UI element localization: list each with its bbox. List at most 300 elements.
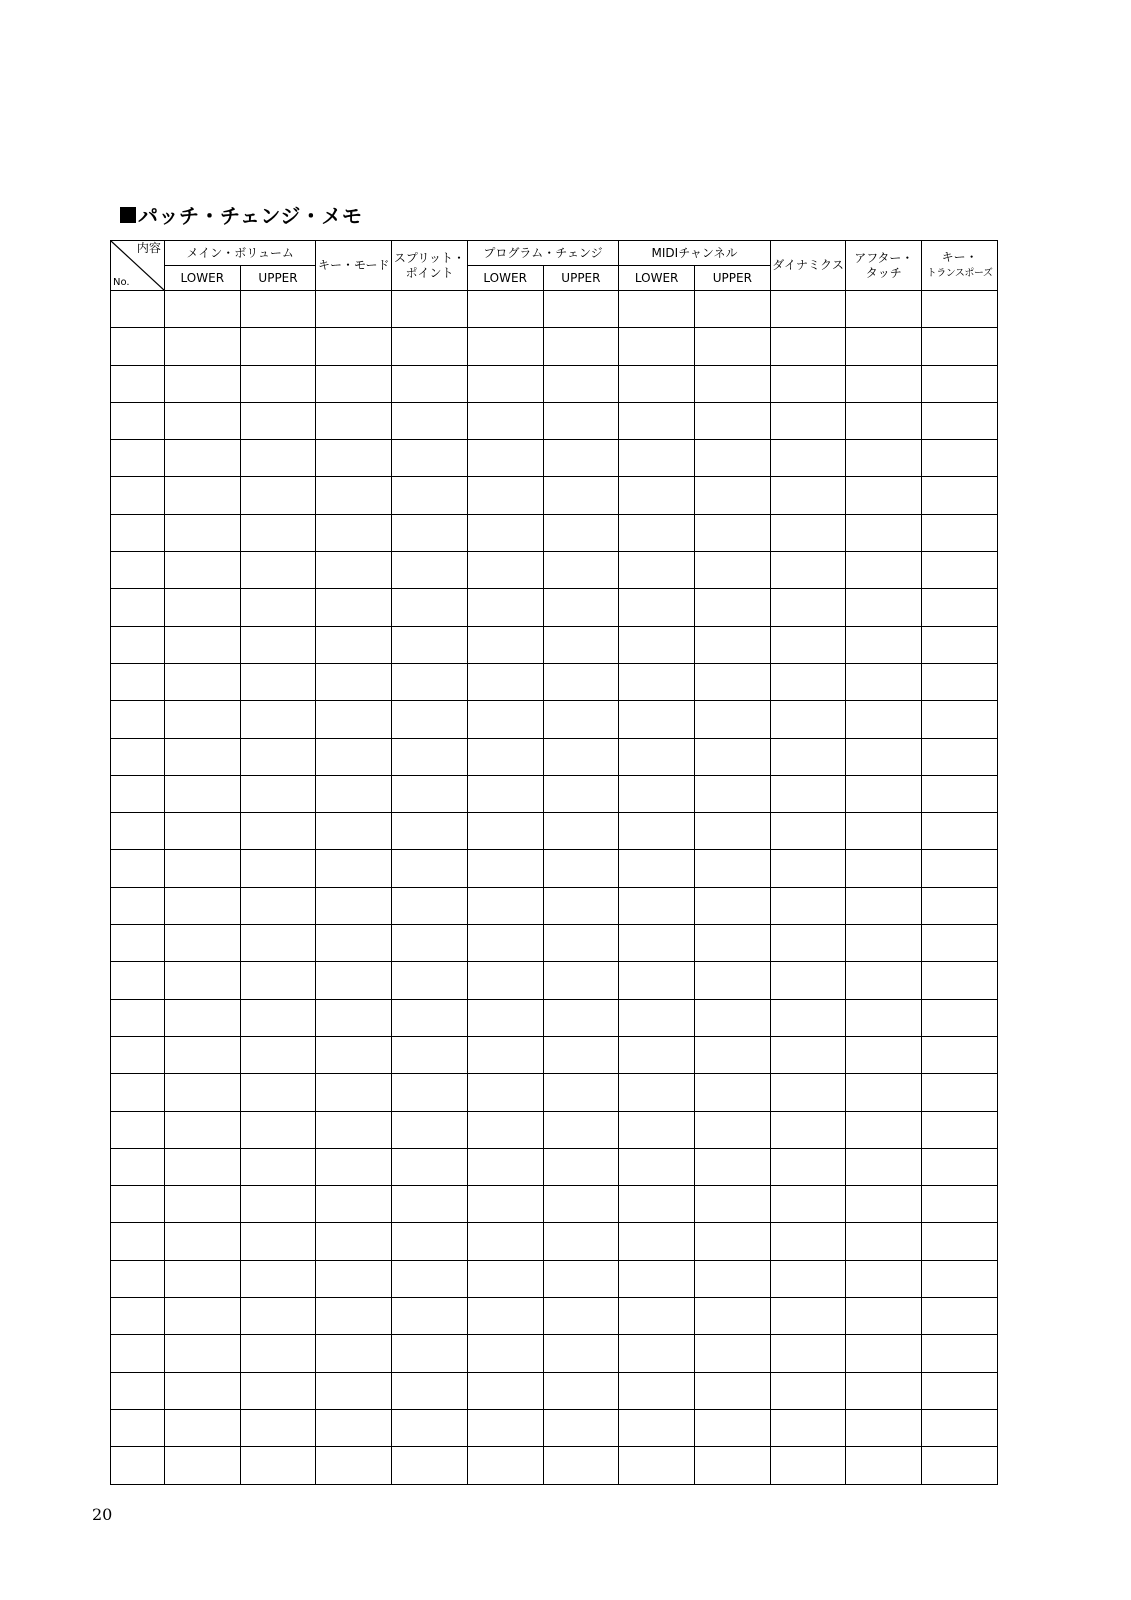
memo-cell bbox=[111, 813, 165, 850]
memo-cell bbox=[846, 1335, 922, 1372]
memo-cell bbox=[543, 1372, 619, 1409]
memo-cell bbox=[846, 1148, 922, 1185]
memo-cell bbox=[316, 1447, 392, 1484]
memo-cell bbox=[694, 701, 770, 738]
memo-cell bbox=[240, 552, 316, 589]
memo-cell bbox=[619, 440, 695, 477]
memo-cell bbox=[694, 552, 770, 589]
memo-cell bbox=[164, 328, 240, 365]
memo-cell bbox=[467, 1260, 543, 1297]
table-row bbox=[111, 999, 998, 1036]
memo-cell bbox=[694, 626, 770, 663]
memo-cell bbox=[111, 887, 165, 924]
memo-cell bbox=[316, 1223, 392, 1260]
table-row bbox=[111, 291, 998, 328]
memo-cell bbox=[846, 626, 922, 663]
memo-cell bbox=[392, 663, 468, 700]
memo-cell bbox=[770, 365, 846, 402]
memo-cell bbox=[543, 514, 619, 551]
table-row bbox=[111, 813, 998, 850]
memo-cell bbox=[922, 1335, 998, 1372]
memo-cell bbox=[846, 701, 922, 738]
memo-cell bbox=[111, 365, 165, 402]
memo-cell bbox=[240, 775, 316, 812]
memo-cell bbox=[111, 925, 165, 962]
memo-cell bbox=[619, 1409, 695, 1446]
memo-cell bbox=[770, 663, 846, 700]
memo-cell bbox=[846, 1409, 922, 1446]
memo-cell bbox=[922, 1409, 998, 1446]
memo-cell bbox=[467, 440, 543, 477]
memo-cell bbox=[467, 589, 543, 626]
table-row bbox=[111, 962, 998, 999]
memo-cell bbox=[846, 552, 922, 589]
memo-cell bbox=[240, 477, 316, 514]
memo-cell bbox=[240, 1260, 316, 1297]
memo-cell bbox=[392, 850, 468, 887]
memo-cell bbox=[392, 552, 468, 589]
memo-cell bbox=[467, 850, 543, 887]
memo-cell bbox=[619, 1074, 695, 1111]
memo-cell bbox=[543, 1111, 619, 1148]
memo-cell bbox=[240, 663, 316, 700]
memo-cell bbox=[316, 1074, 392, 1111]
table-row bbox=[111, 1223, 998, 1260]
memo-cell bbox=[111, 477, 165, 514]
memo-cell bbox=[770, 1298, 846, 1335]
memo-cell bbox=[922, 887, 998, 924]
header-midi-channel-lower: LOWER bbox=[619, 266, 695, 291]
memo-cell bbox=[846, 1186, 922, 1223]
memo-cell bbox=[694, 1074, 770, 1111]
memo-cell bbox=[922, 1447, 998, 1484]
memo-cell bbox=[164, 291, 240, 328]
memo-cell bbox=[164, 626, 240, 663]
memo-cell bbox=[619, 850, 695, 887]
memo-cell bbox=[392, 402, 468, 439]
memo-cell bbox=[111, 775, 165, 812]
memo-cell bbox=[111, 1074, 165, 1111]
memo-cell bbox=[164, 813, 240, 850]
memo-cell bbox=[392, 1111, 468, 1148]
header-main-volume-lower: LOWER bbox=[164, 266, 240, 291]
memo-cell bbox=[543, 887, 619, 924]
memo-cell bbox=[922, 402, 998, 439]
memo-cell bbox=[770, 738, 846, 775]
memo-cell bbox=[467, 552, 543, 589]
memo-cell bbox=[846, 1223, 922, 1260]
memo-cell bbox=[770, 999, 846, 1036]
memo-cell bbox=[694, 1036, 770, 1073]
memo-cell bbox=[164, 999, 240, 1036]
memo-cell bbox=[543, 1447, 619, 1484]
memo-cell bbox=[619, 1223, 695, 1260]
memo-cell bbox=[694, 440, 770, 477]
memo-cell bbox=[316, 813, 392, 850]
memo-cell bbox=[164, 738, 240, 775]
memo-cell bbox=[111, 1223, 165, 1260]
memo-table-body bbox=[111, 291, 998, 1485]
memo-cell bbox=[846, 850, 922, 887]
table-row bbox=[111, 440, 998, 477]
memo-cell bbox=[770, 1074, 846, 1111]
table-row bbox=[111, 1298, 998, 1335]
memo-cell bbox=[694, 328, 770, 365]
memo-cell bbox=[922, 1260, 998, 1297]
memo-cell bbox=[392, 999, 468, 1036]
memo-cell bbox=[619, 925, 695, 962]
memo-cell bbox=[770, 1409, 846, 1446]
memo-cell bbox=[922, 999, 998, 1036]
memo-cell bbox=[316, 775, 392, 812]
memo-cell bbox=[240, 1409, 316, 1446]
memo-cell bbox=[922, 775, 998, 812]
memo-cell bbox=[770, 589, 846, 626]
memo-cell bbox=[240, 850, 316, 887]
memo-cell bbox=[111, 514, 165, 551]
table-row bbox=[111, 850, 998, 887]
memo-cell bbox=[543, 1186, 619, 1223]
memo-cell bbox=[922, 440, 998, 477]
memo-cell bbox=[619, 552, 695, 589]
memo-cell bbox=[543, 477, 619, 514]
memo-cell bbox=[619, 1260, 695, 1297]
memo-cell bbox=[111, 552, 165, 589]
memo-cell bbox=[543, 775, 619, 812]
memo-cell bbox=[922, 514, 998, 551]
memo-cell bbox=[770, 477, 846, 514]
memo-cell bbox=[392, 738, 468, 775]
memo-cell bbox=[619, 328, 695, 365]
memo-cell bbox=[164, 1036, 240, 1073]
header-after-touch bbox=[846, 241, 922, 291]
memo-cell bbox=[694, 291, 770, 328]
memo-cell bbox=[316, 552, 392, 589]
memo-cell bbox=[846, 1447, 922, 1484]
memo-cell bbox=[619, 402, 695, 439]
memo-cell bbox=[164, 962, 240, 999]
memo-cell bbox=[111, 738, 165, 775]
memo-cell bbox=[694, 477, 770, 514]
memo-cell bbox=[392, 1148, 468, 1185]
memo-cell bbox=[240, 1074, 316, 1111]
table-row bbox=[111, 1074, 998, 1111]
memo-cell bbox=[164, 1372, 240, 1409]
memo-cell bbox=[164, 402, 240, 439]
memo-cell bbox=[619, 1148, 695, 1185]
corner-header bbox=[111, 241, 165, 291]
memo-cell bbox=[164, 1260, 240, 1297]
memo-cell bbox=[316, 1111, 392, 1148]
memo-cell bbox=[392, 925, 468, 962]
memo-cell bbox=[543, 738, 619, 775]
memo-cell bbox=[164, 477, 240, 514]
memo-cell bbox=[316, 291, 392, 328]
memo-cell bbox=[770, 1372, 846, 1409]
memo-cell bbox=[922, 1036, 998, 1073]
memo-cell bbox=[392, 1074, 468, 1111]
memo-cell bbox=[240, 813, 316, 850]
memo-cell bbox=[164, 1409, 240, 1446]
memo-cell bbox=[240, 514, 316, 551]
memo-cell bbox=[467, 291, 543, 328]
memo-cell bbox=[316, 1186, 392, 1223]
memo-cell bbox=[846, 1111, 922, 1148]
memo-cell bbox=[240, 626, 316, 663]
memo-cell bbox=[240, 291, 316, 328]
memo-cell bbox=[467, 999, 543, 1036]
table-row bbox=[111, 514, 998, 551]
memo-cell bbox=[164, 589, 240, 626]
page-title-text: パッチ・チェンジ・メモ bbox=[138, 204, 363, 228]
memo-cell bbox=[467, 1372, 543, 1409]
memo-cell bbox=[846, 962, 922, 999]
memo-cell bbox=[694, 1447, 770, 1484]
memo-cell bbox=[543, 1260, 619, 1297]
memo-cell bbox=[467, 402, 543, 439]
memo-cell bbox=[619, 1372, 695, 1409]
memo-cell bbox=[619, 1335, 695, 1372]
header-after-touch-line1: アフター・ bbox=[854, 250, 914, 265]
memo-cell bbox=[619, 291, 695, 328]
memo-cell bbox=[846, 291, 922, 328]
memo-cell bbox=[543, 1409, 619, 1446]
memo-cell bbox=[770, 1186, 846, 1223]
memo-cell bbox=[240, 1372, 316, 1409]
memo-cell bbox=[392, 477, 468, 514]
memo-cell bbox=[619, 1186, 695, 1223]
memo-cell bbox=[316, 1409, 392, 1446]
memo-cell bbox=[694, 1223, 770, 1260]
memo-cell bbox=[467, 626, 543, 663]
table-row bbox=[111, 738, 998, 775]
memo-cell bbox=[164, 365, 240, 402]
memo-cell bbox=[164, 925, 240, 962]
memo-cell bbox=[922, 1223, 998, 1260]
memo-cell bbox=[392, 1409, 468, 1446]
memo-cell bbox=[846, 999, 922, 1036]
memo-cell bbox=[846, 402, 922, 439]
memo-cell bbox=[922, 701, 998, 738]
memo-cell bbox=[543, 663, 619, 700]
memo-cell bbox=[240, 962, 316, 999]
header-dynamics: ダイナミクス bbox=[770, 241, 846, 291]
memo-cell bbox=[467, 1223, 543, 1260]
table-row bbox=[111, 775, 998, 812]
memo-cell bbox=[164, 1111, 240, 1148]
memo-cell bbox=[543, 328, 619, 365]
memo-cell bbox=[316, 999, 392, 1036]
memo-cell bbox=[770, 1447, 846, 1484]
corner-content-label: 内容 bbox=[136, 241, 161, 255]
header-midi-channel-upper: UPPER bbox=[694, 266, 770, 291]
memo-cell bbox=[111, 1298, 165, 1335]
memo-cell bbox=[240, 925, 316, 962]
memo-cell bbox=[164, 1148, 240, 1185]
memo-cell bbox=[111, 402, 165, 439]
memo-cell bbox=[240, 701, 316, 738]
memo-cell bbox=[922, 291, 998, 328]
patch-change-memo-table bbox=[110, 240, 998, 1485]
memo-cell bbox=[240, 440, 316, 477]
header-midi-channel: MIDIチャンネル bbox=[619, 241, 770, 266]
memo-cell bbox=[164, 1074, 240, 1111]
table-row bbox=[111, 701, 998, 738]
table-row bbox=[111, 663, 998, 700]
memo-cell bbox=[392, 1372, 468, 1409]
memo-cell bbox=[694, 775, 770, 812]
header-split-point-line2: ポイント bbox=[405, 265, 454, 280]
memo-cell bbox=[111, 440, 165, 477]
memo-cell bbox=[543, 291, 619, 328]
header-main-volume: メイン・ボリューム bbox=[164, 241, 315, 266]
memo-cell bbox=[111, 1409, 165, 1446]
memo-cell bbox=[922, 813, 998, 850]
memo-cell bbox=[240, 1036, 316, 1073]
memo-cell bbox=[164, 775, 240, 812]
memo-cell bbox=[846, 1036, 922, 1073]
memo-cell bbox=[467, 1036, 543, 1073]
memo-cell bbox=[111, 663, 165, 700]
memo-cell bbox=[619, 1298, 695, 1335]
memo-cell bbox=[111, 850, 165, 887]
memo-cell bbox=[392, 1447, 468, 1484]
memo-cell bbox=[619, 813, 695, 850]
memo-cell bbox=[392, 962, 468, 999]
memo-cell bbox=[846, 477, 922, 514]
memo-cell bbox=[543, 1148, 619, 1185]
memo-cell bbox=[111, 1111, 165, 1148]
memo-cell bbox=[694, 813, 770, 850]
memo-cell bbox=[467, 738, 543, 775]
table-row bbox=[111, 589, 998, 626]
memo-cell bbox=[922, 626, 998, 663]
memo-cell bbox=[467, 1335, 543, 1372]
memo-cell bbox=[619, 962, 695, 999]
memo-cell bbox=[467, 1111, 543, 1148]
table-row bbox=[111, 328, 998, 365]
memo-cell bbox=[694, 962, 770, 999]
memo-cell bbox=[543, 1223, 619, 1260]
table-row bbox=[111, 1148, 998, 1185]
memo-cell bbox=[392, 514, 468, 551]
memo-cell bbox=[846, 589, 922, 626]
memo-cell bbox=[922, 962, 998, 999]
memo-cell bbox=[619, 999, 695, 1036]
memo-cell bbox=[316, 1372, 392, 1409]
memo-cell bbox=[467, 962, 543, 999]
memo-cell bbox=[392, 365, 468, 402]
memo-cell bbox=[694, 925, 770, 962]
memo-cell bbox=[164, 1298, 240, 1335]
memo-cell bbox=[316, 701, 392, 738]
memo-cell bbox=[694, 514, 770, 551]
memo-cell bbox=[111, 1260, 165, 1297]
memo-cell bbox=[316, 626, 392, 663]
memo-cell bbox=[619, 365, 695, 402]
table-row bbox=[111, 1260, 998, 1297]
memo-cell bbox=[770, 291, 846, 328]
memo-cell bbox=[467, 328, 543, 365]
header-program-change-lower: LOWER bbox=[467, 266, 543, 291]
corner-no-label: No. bbox=[113, 276, 130, 288]
memo-cell bbox=[846, 738, 922, 775]
memo-cell bbox=[922, 663, 998, 700]
memo-cell bbox=[619, 1036, 695, 1073]
header-key-transpose bbox=[922, 241, 998, 291]
memo-cell bbox=[467, 775, 543, 812]
memo-cell bbox=[392, 1260, 468, 1297]
memo-cell bbox=[316, 1148, 392, 1185]
memo-cell bbox=[619, 589, 695, 626]
memo-cell bbox=[543, 552, 619, 589]
black-square-icon bbox=[120, 207, 136, 223]
memo-cell bbox=[694, 402, 770, 439]
table-row bbox=[111, 477, 998, 514]
memo-cell bbox=[770, 1260, 846, 1297]
header-key-mode: キー・モード bbox=[316, 241, 392, 291]
memo-cell bbox=[392, 328, 468, 365]
table-row bbox=[111, 1036, 998, 1073]
memo-cell bbox=[316, 1298, 392, 1335]
memo-cell bbox=[846, 1074, 922, 1111]
memo-cell bbox=[467, 365, 543, 402]
memo-cell bbox=[770, 850, 846, 887]
memo-cell bbox=[164, 1335, 240, 1372]
memo-cell bbox=[316, 850, 392, 887]
memo-cell bbox=[467, 514, 543, 551]
memo-cell bbox=[316, 589, 392, 626]
memo-cell bbox=[543, 1335, 619, 1372]
header-split-point-line1: スプリット・ bbox=[393, 250, 465, 265]
memo-cell bbox=[694, 1335, 770, 1372]
memo-cell bbox=[164, 850, 240, 887]
memo-cell bbox=[770, 1148, 846, 1185]
memo-cell bbox=[846, 1260, 922, 1297]
memo-cell bbox=[316, 440, 392, 477]
memo-cell bbox=[392, 1223, 468, 1260]
memo-cell bbox=[543, 626, 619, 663]
memo-cell bbox=[392, 1186, 468, 1223]
memo-cell bbox=[467, 477, 543, 514]
memo-cell bbox=[694, 589, 770, 626]
table-row bbox=[111, 365, 998, 402]
memo-cell bbox=[316, 365, 392, 402]
memo-cell bbox=[770, 775, 846, 812]
memo-cell bbox=[467, 1298, 543, 1335]
memo-cell bbox=[619, 477, 695, 514]
memo-cell bbox=[619, 887, 695, 924]
table-row bbox=[111, 1409, 998, 1446]
memo-cell bbox=[770, 1036, 846, 1073]
memo-cell bbox=[240, 589, 316, 626]
memo-cell bbox=[922, 365, 998, 402]
memo-cell bbox=[846, 925, 922, 962]
table-row bbox=[111, 1111, 998, 1148]
memo-cell bbox=[770, 402, 846, 439]
memo-cell bbox=[543, 962, 619, 999]
memo-cell bbox=[467, 1186, 543, 1223]
memo-cell bbox=[543, 402, 619, 439]
header-main-volume-upper: UPPER bbox=[240, 266, 316, 291]
memo-cell bbox=[392, 775, 468, 812]
memo-cell bbox=[316, 738, 392, 775]
memo-cell bbox=[846, 813, 922, 850]
memo-cell bbox=[922, 1186, 998, 1223]
memo-cell bbox=[467, 1074, 543, 1111]
memo-cell bbox=[467, 887, 543, 924]
memo-cell bbox=[694, 1186, 770, 1223]
